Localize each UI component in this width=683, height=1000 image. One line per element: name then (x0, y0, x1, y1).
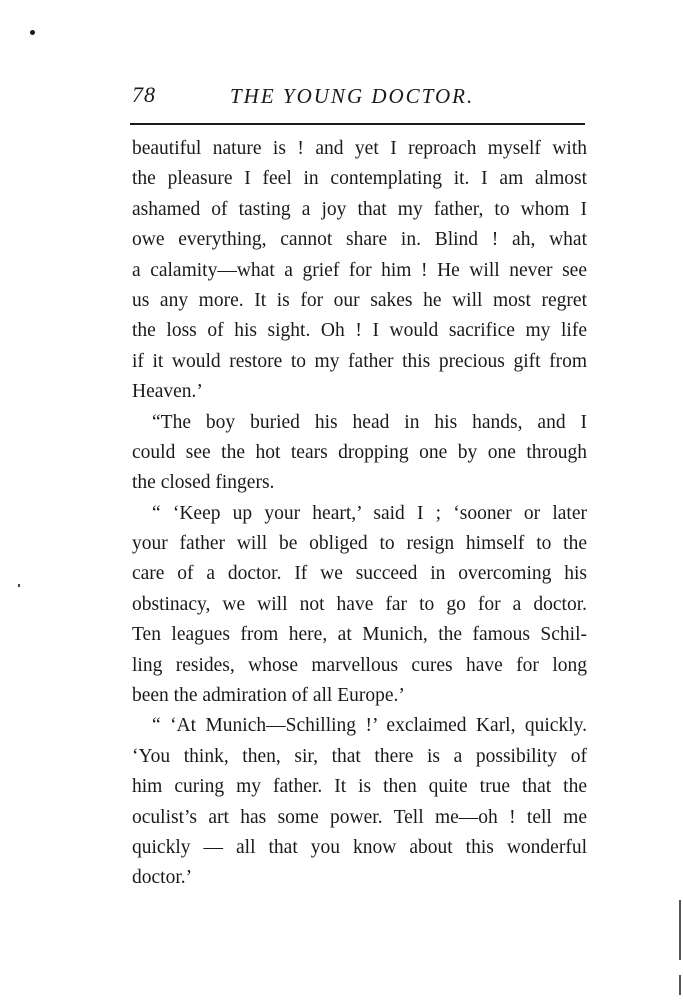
text-line: the pleasure I feel in contemplating it. I am almost (132, 168, 587, 190)
text-line: if it would restore to my father this precious gift from (132, 350, 587, 372)
ink-dot (30, 30, 35, 35)
text-line: Ten leagues from here, at Munich, the famous Schil- (132, 624, 587, 646)
paragraph-start-line: “The boy buried his head in his hands, and I (152, 411, 587, 433)
scan-edge-mark (679, 975, 681, 995)
scan-edge-mark (679, 900, 681, 960)
text-line: ling resides, whose marvellous cures have for long (132, 654, 587, 676)
header-rule (130, 123, 585, 125)
text-line: oculist’s art has some power. Tell me—oh ! tell me (132, 806, 587, 828)
text-line: him curing my father. It is then quite true that the (132, 776, 587, 798)
text-line: your father will be obliged to resign himself to the (132, 533, 587, 555)
text-line: could see the hot tears dropping one by one through (132, 441, 587, 463)
text-line: obstinacy, we will not have far to go for a doctor. (132, 593, 587, 615)
text-line: ‘You think, then, sir, that there is a possibility of (132, 745, 587, 767)
text-line: doctor.’ (132, 867, 193, 889)
margin-mark (18, 584, 20, 587)
paragraph-start-line: “ ‘At Munich—Schilling !’ exclaimed Karl, quickly. (152, 715, 587, 737)
text-line: the loss of his sight. Oh ! I would sacrifice my life (132, 320, 587, 342)
text-line: been the admiration of all Europe.’ (132, 685, 405, 707)
text-line: care of a doctor. If we succeed in overcoming his (132, 563, 587, 585)
text-line: quickly — all that you know about this wonderful (132, 836, 587, 858)
text-line: beautiful nature is ! and yet I reproach myself with (132, 138, 587, 159)
body-text (132, 134, 587, 894)
text-line: ashamed of tasting a joy that my father, to whom I (132, 198, 587, 220)
paragraph-start-line: “ ‘Keep up your heart,’ said I ; ‘sooner or later (152, 502, 587, 524)
page-number: 78 (132, 82, 156, 107)
text-line: owe everything, cannot share in. Blind ! ah, what (132, 229, 587, 251)
text-line: a calamity—what a grief for him ! He will never see (132, 259, 587, 281)
text-line: Heaven.’ (132, 381, 203, 403)
page-header (130, 78, 585, 110)
text-line: the closed fingers. (132, 472, 275, 494)
running-title: THE YOUNG DOCTOR. (230, 84, 475, 108)
text-line: us any more. It is for our sakes he will most regret (132, 289, 587, 311)
